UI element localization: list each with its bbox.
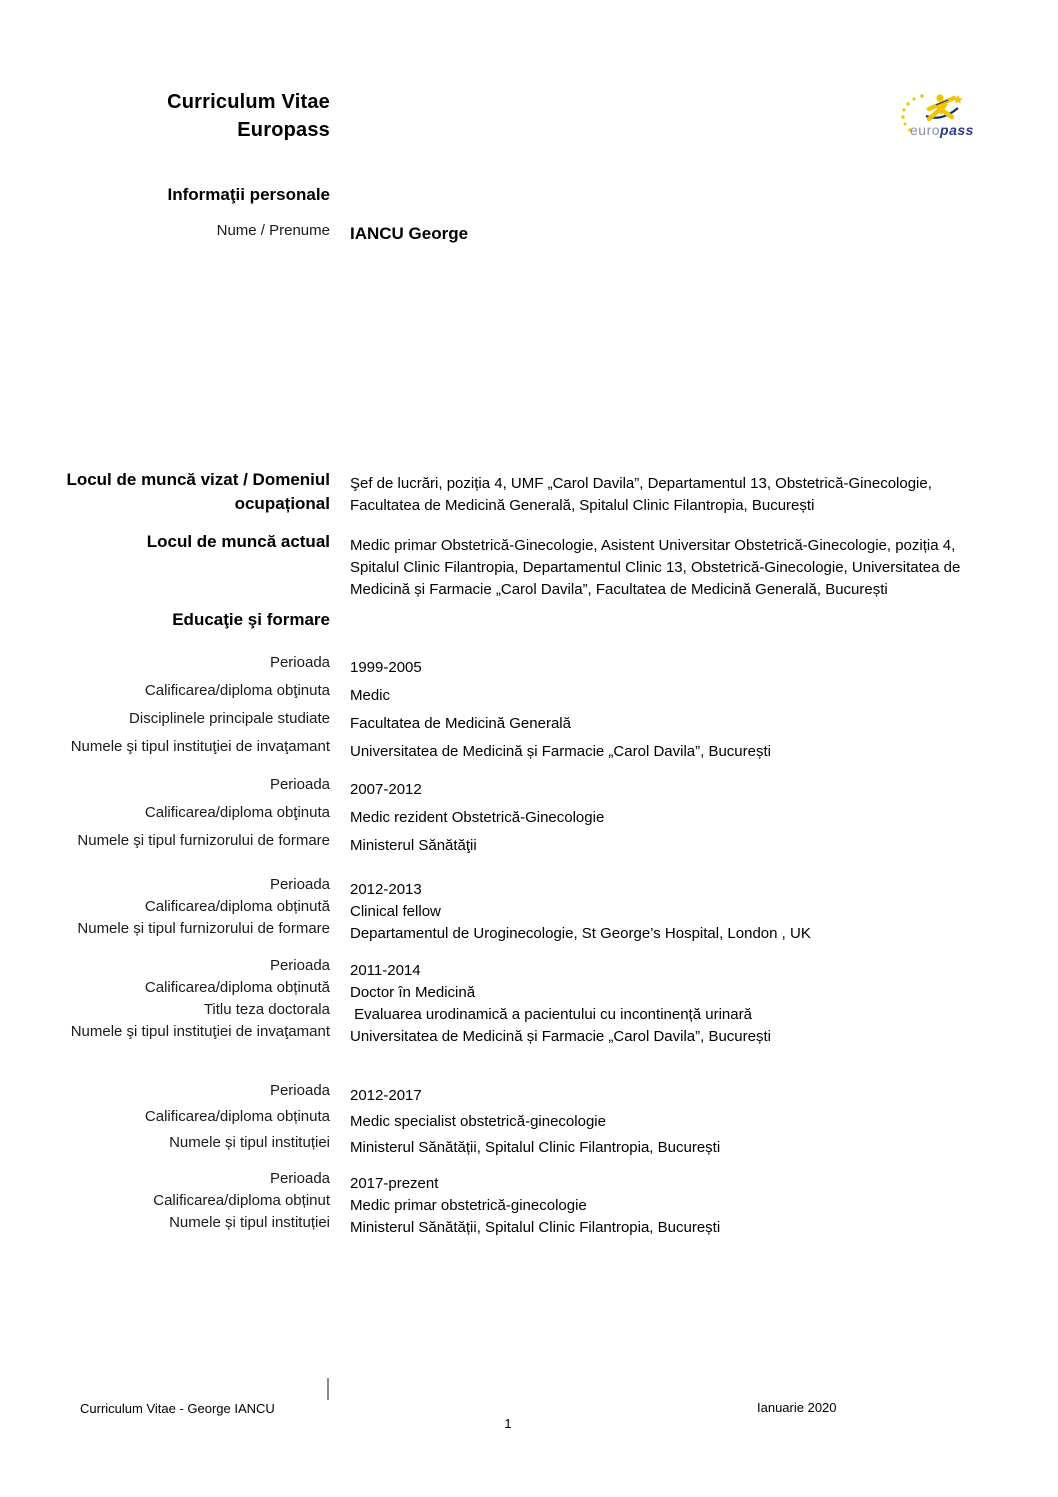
figure	[926, 94, 963, 119]
job-current-row	[0, 530, 1058, 596]
education-row	[0, 874, 1058, 896]
footer-page-number: 1	[504, 1416, 512, 1431]
education-row	[0, 708, 1058, 730]
qualification-label: Calificarea/diploma obținuta	[144, 1108, 330, 1125]
thesis-title-value: Evaluarea urodinamică a pacientului cu incontinență urinară	[350, 1006, 752, 1023]
education-block-2007-2012	[0, 774, 1058, 852]
qualification-value: Doctor în Medicină	[350, 984, 476, 1001]
section-heading-personal-info: Informaţii personale	[167, 185, 330, 204]
institution-label: Numele și tipul instituției	[169, 1134, 330, 1151]
job-current-label: Locul de muncă actual	[146, 532, 330, 551]
education-row	[0, 736, 1058, 758]
period-label: Perioada	[269, 654, 330, 671]
institution-label: Numele şi tipul instituţiei de invaţamant	[70, 738, 330, 755]
qualification-label: Calificarea/diploma obținut	[153, 1192, 330, 1209]
education-block-2012-2013	[0, 874, 1058, 940]
document-title-line1: Curriculum Vitae	[167, 91, 330, 113]
europass-wordmark	[910, 122, 974, 138]
institution-label: Numele și tipul instituției	[169, 1214, 330, 1231]
qualification-label: Calificarea/diploma obținută	[144, 979, 330, 996]
institution-value: Universitatea de Medicină și Farmacie „Carol Davila”, București	[350, 1028, 771, 1045]
job-target-label: Locul de muncă vizat / Domeniul ocupațional	[66, 470, 330, 513]
subjects-value: Facultatea de Medicină Generală	[350, 715, 571, 732]
qualification-value: Medic specialist obstetrică-ginecologie	[350, 1113, 606, 1130]
europass-wordmark-euro: euro	[910, 122, 941, 138]
provider-label: Numele şi tipul furnizorului de formare	[77, 832, 330, 849]
subjects-label: Disciplinele principale studiate	[129, 710, 330, 727]
name-value: IANCU George	[350, 224, 469, 243]
thesis-title-label: Titlu teza doctorala	[203, 1001, 330, 1018]
institution-value: Ministerul Sănătății, Spitalul Clinic Filantropia, București	[350, 1219, 721, 1236]
name-label: Nume / Prenume	[216, 222, 330, 239]
education-row	[0, 1106, 1058, 1128]
education-block-2012-2017	[0, 1080, 1058, 1154]
period-value: 1999-2005	[350, 659, 422, 676]
qualification-value: Medic primar obstetrică-ginecologie	[350, 1197, 587, 1214]
provider-label: Numele și tipul furnizorului de formare	[77, 920, 330, 937]
period-value: 2007-2012	[350, 781, 422, 798]
education-row	[0, 680, 1058, 702]
europass-wordmark-pass: pass	[940, 122, 974, 138]
job-current-value: Medic primar Obstetrică-Ginecologie, Asistent Universitar Obstetrică-Ginecologie, poziția 4, Spitalul Clinic Filantropia, Departamentul Clinic 13, Obstetrică-Ginecologie, Universitatea de Medicină și Farmacie „Carol Davila”, Facultatea de Medicină Generală, București	[350, 537, 965, 598]
job-section	[0, 468, 1058, 596]
provider-value: Departamentul de Uroginecologie, St George’s Hospital, London , UK	[350, 925, 811, 942]
period-label: Perioada	[269, 776, 330, 793]
text-cursor-artifact	[327, 1378, 329, 1400]
period-label: Perioada	[269, 876, 330, 893]
education-block-1999-2005	[0, 652, 1058, 758]
document-title	[0, 88, 330, 144]
period-value: 2012-2013	[350, 881, 422, 898]
footer-document-name: Curriculum Vitae - George IANCU	[80, 1401, 275, 1416]
period-label: Perioada	[269, 957, 330, 974]
name-row	[0, 220, 1058, 242]
education-row	[0, 830, 1058, 852]
institution-label: Numele şi tipul instituţiei de invaţamant	[70, 1023, 330, 1040]
qualification-value: Medic	[350, 687, 391, 704]
period-value: 2011-2014	[350, 962, 421, 979]
qualification-value: Clinical fellow	[350, 903, 441, 920]
period-value: 2012-2017	[350, 1087, 422, 1104]
period-value: 2017-prezent	[350, 1175, 439, 1192]
institution-value: Universitatea de Medicină și Farmacie „Carol Davila”, București	[350, 743, 771, 760]
education-row	[0, 652, 1058, 674]
qualification-label: Calificarea/diploma obţinuta	[144, 682, 330, 699]
education-row	[0, 955, 1058, 977]
qualification-label: Calificarea/diploma obținută	[144, 898, 330, 915]
qualification-value: Medic rezident Obstetrică-Ginecologie	[350, 809, 605, 826]
europass-logo	[896, 92, 980, 144]
provider-value: Ministerul Sănătăţii	[350, 837, 477, 854]
period-label: Perioada	[269, 1082, 330, 1099]
education-row	[0, 1168, 1058, 1190]
qualification-label: Calificarea/diploma obţinuta	[144, 804, 330, 821]
footer-date: Ianuarie 2020	[757, 1400, 837, 1415]
section-heading-education: Educaţie şi formare	[172, 610, 330, 629]
education-row	[0, 802, 1058, 824]
education-block-2017-prezent	[0, 1168, 1058, 1234]
document-title-line2: Europass	[237, 119, 330, 141]
education-row	[0, 1080, 1058, 1102]
job-target-value: Şef de lucrări, poziția 4, UMF „Carol Davila”, Departamentul 13, Obstetrică-Ginecologie, Facultatea de Medicină Generală, Spitalul Clinic Filantropia, București	[350, 475, 937, 514]
job-target-row	[0, 468, 1058, 516]
institution-value: Ministerul Sănătății, Spitalul Clinic Filantropia, București	[350, 1139, 721, 1156]
education-block-2011-2014	[0, 955, 1058, 1043]
period-label: Perioada	[269, 1170, 330, 1187]
education-row	[0, 1132, 1058, 1154]
education-row	[0, 774, 1058, 796]
